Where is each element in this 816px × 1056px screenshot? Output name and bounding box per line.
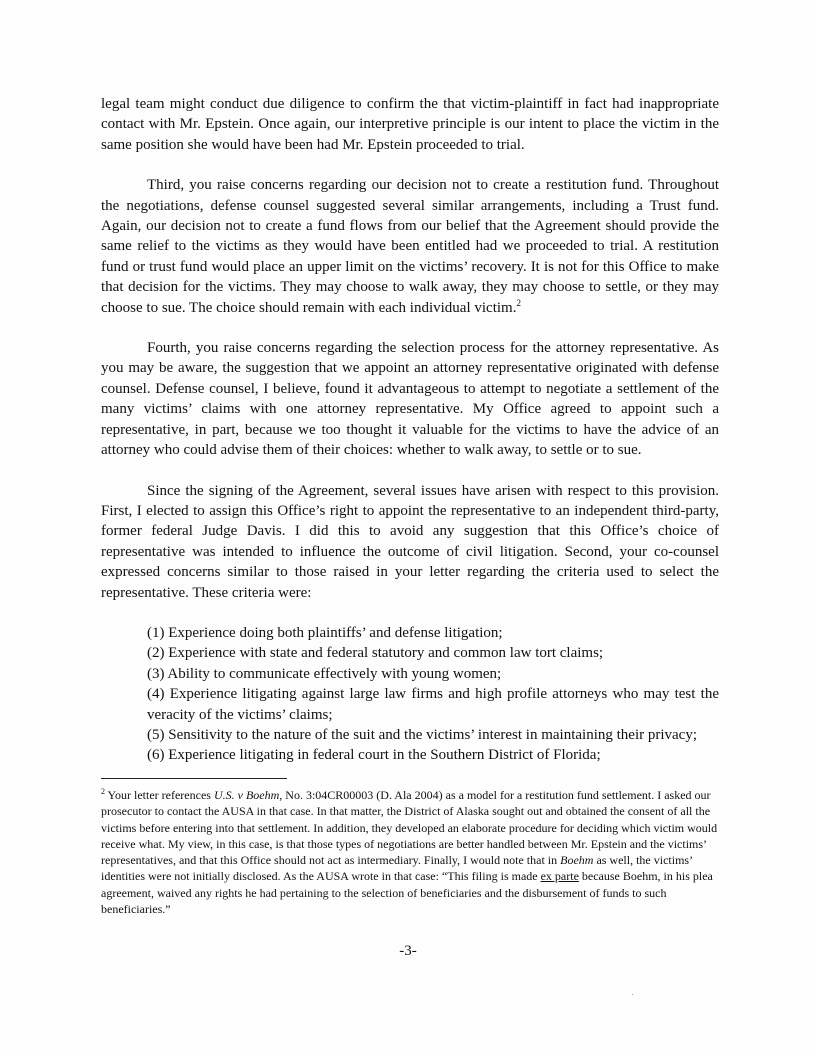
footnote-reference: 2: [516, 297, 521, 308]
footnote-case-name: U.S. v Boehm: [213, 788, 280, 802]
footnote-ex-parte: ex parte: [540, 869, 579, 884]
footnote-text: Your letter references: [105, 788, 214, 802]
letter-body: [101, 94, 719, 766]
paragraph-restitution-fund: [101, 175, 719, 318]
paragraph-agreement-issues: Since the signing of the Agreement, several issues have arisen with respect to this provision. First, I elected to assign this Office’s right to appoint the representative to an independent third-party, former federal Judge Davis. I did this to avoid any suggestion that this Office’s choice of representative was intended to influence the outcome of civil litigation. Second, your co-counsel expressed concerns similar to those raised in your letter regarding the criteria used to select the representative. These criteria were:: [101, 482, 719, 601]
footnote-text: , No. 3:04CR00003 (D. Ala 2004) as a model for a restitution fund settlement. I asked our prosecutor to contact the AUSA in that case. In that matter, the District of Alaska sought out and obtained the consent of all the victims before entering into that settlement. In addition, they developed an elaborate procedure for deciding which victim would receive what. My view, in this case, is that those types of negotiations are better handled between Mr. Epstein and the victims’ representatives, and that this Office should not act as intermediary. Finally, I would note that in: [101, 788, 718, 868]
footnote-text: because Boehm, in his plea agreement, waived any rights he had pertaining to the selection of beneficiaries and the disbursement of funds to such beneficiaries.”: [101, 869, 713, 917]
paragraph-due-diligence: legal team might conduct due diligence to confirm the that victim-plaintiff in fact had inappropriate contact with Mr. Epstein. Once again, our interpretive principle is our intent to place the victim in the same position she would have been had Mr. Epstein proceeded to trial.: [101, 96, 719, 153]
footnote-number: 2: [101, 787, 105, 796]
page-number: -3-: [399, 943, 417, 959]
criteria-item: (5) Sensitivity to the nature of the suit and the victims’ interest in maintaining their privacy;: [147, 726, 698, 743]
criteria-item: (2) Experience with state and federal statutory and common law tort claims;: [147, 645, 604, 662]
criteria-list: [147, 623, 719, 766]
paragraph-attorney-representative: Fourth, you raise concerns regarding the selection process for the attorney representative. As you may be aware, the suggestion that we appoint an attorney representative originated with defense counsel. Defense counsel, I believe, found it advantageous to attempt to negotiate a settlement of the many victims’ claims with one attorney representative. My Office agreed to appoint such a representative, in part, because we too thought it valuable for the victims to have the advice of an attorney who could advise them of their choices: whether to walk away, to settle or to sue.: [101, 340, 719, 459]
footnote: [101, 787, 719, 917]
scan-speck: [632, 994, 633, 995]
criteria-item: (3) Ability to communicate effectively with young women;: [147, 665, 502, 682]
footnote-text: as well, the victims’ identities were not initially disclosed. As the AUSA wrote in that case: “This filing is made: [101, 853, 693, 884]
criteria-item: (6) Experience litigating in federal court in the Southern District of Florida;: [147, 747, 601, 764]
criteria-item: (4) Experience litigating against large law firms and high profile attorneys who may test the veracity of the victims’ claims;: [147, 686, 719, 723]
paragraph-restitution-fund-text: Third, you raise concerns regarding our decision not to create a restitution fund. Throughout the negotiations, defense counsel suggested several similar arrangements, including a Trust fund. Again, our decision not to create a fund flows from our belief that the Agreement should provide the same relief to the victims as they would have been entitled had we proceeded to trial. A restitution fund or trust fund would place an upper limit on the victims’ recovery. It is not for this Office to make that decision for the victims. They may choose to walk away, they may choose to settle, or they may choose to sue. The choice should remain with each individual victim.: [101, 177, 719, 316]
footnote-case-short: Boehm: [560, 853, 594, 868]
criteria-item: (1) Experience doing both plaintiffs’ and defense litigation;: [147, 624, 503, 641]
footnote-divider: [101, 778, 287, 779]
